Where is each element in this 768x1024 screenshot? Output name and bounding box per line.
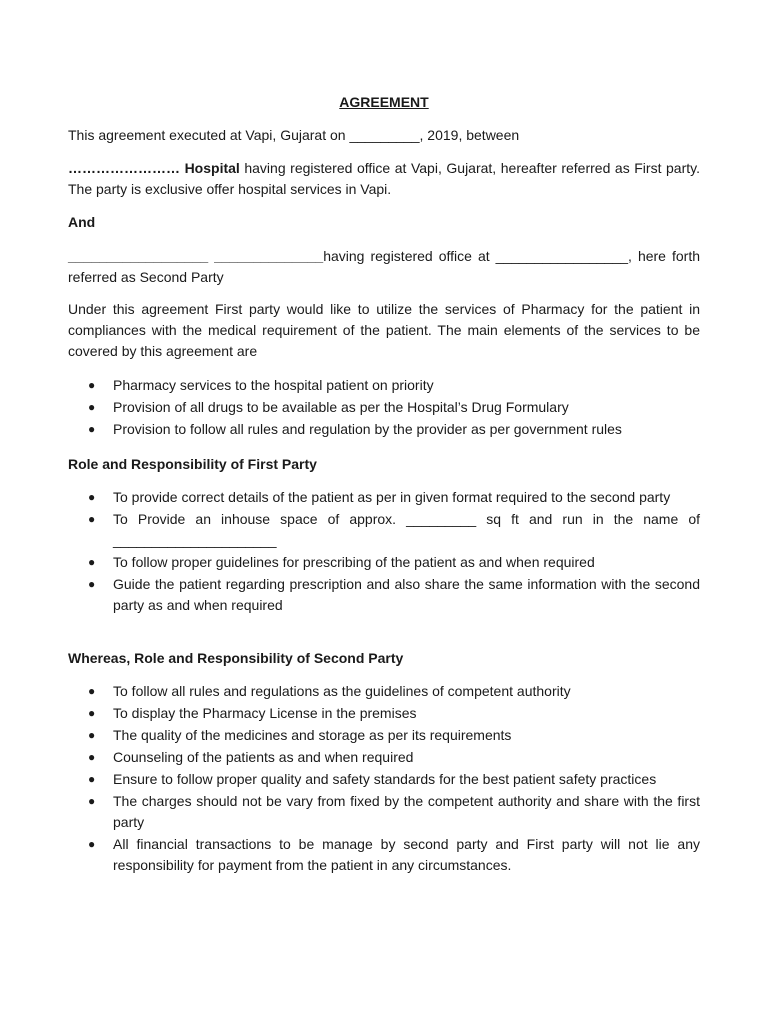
- scope-paragraph: Under this agreement First party would like to utilize the services of Pharmacy for the patient in compliances with the medical requirement of the patient. The main elements of the services to be covered by this agreement are: [68, 301, 700, 359]
- bullet-icon: ●: [88, 772, 96, 786]
- list-item: ● To follow all rules and regulations as the guidelines of competent authority: [68, 681, 700, 702]
- first-party-list: [68, 487, 700, 617]
- bullet-icon: ●: [88, 684, 96, 698]
- and-label: And: [68, 214, 96, 230]
- second-party-name-blank: __________________ ______________: [68, 248, 324, 264]
- bullet-icon: ●: [88, 555, 96, 569]
- second-party-paragraph: [68, 246, 700, 288]
- first-party-name-blank: ……………………: [68, 160, 180, 176]
- list-item: ● All financial transactions to be manage by second party and First party will not lie any responsibility for payment from the patient in any circumstances.: [88, 836, 700, 873]
- document-title: AGREEMENT: [339, 94, 429, 110]
- first-party-text: having registered office at Vapi, Gujarat, hereafter referred as First party. The party is exclusive offer hospital services in Vapi.: [68, 160, 700, 197]
- bullet-icon: ●: [88, 706, 96, 720]
- list-item: ● Provision of all drugs to be available as per the Hospital’s Drug Formulary: [68, 397, 700, 418]
- list-item: ● Counseling of the patients as and when required: [68, 747, 700, 768]
- bullet-icon: ●: [88, 378, 96, 392]
- first-party-name: Hospital: [184, 160, 240, 176]
- bullet-icon: ●: [88, 422, 96, 436]
- list-item: ● To follow proper guidelines for prescribing of the patient as and when required: [68, 552, 700, 573]
- bullet-icon: ●: [88, 577, 96, 591]
- second-party-heading: Whereas, Role and Responsibility of Second Party: [68, 650, 404, 666]
- list-item: ● The charges should not be vary from fixed by the competent authority and share with the first party: [88, 793, 700, 830]
- list-item: ● To provide correct details of the patient as per in given format required to the second party: [68, 487, 700, 508]
- first-party-paragraph: [68, 158, 700, 200]
- second-party-text: having registered office at _________________, here forth referred as Second Party: [68, 248, 700, 285]
- list-item: ● The quality of the medicines and storage as per its requirements: [68, 725, 700, 746]
- bullet-icon: ●: [88, 794, 96, 808]
- bullet-icon: ●: [88, 400, 96, 414]
- list-item: ● Provision to follow all rules and regulation by the provider as per government rules: [68, 419, 700, 440]
- list-item: ● To display the Pharmacy License in the premises: [68, 703, 700, 724]
- second-party-list: [68, 681, 700, 877]
- list-item: ● Pharmacy services to the hospital patient on priority: [68, 375, 700, 396]
- list-item: ● Ensure to follow proper quality and safety standards for the best patient safety practices: [68, 769, 700, 790]
- list-item: ● Guide the patient regarding prescription and also share the same information with the second party as and when required: [88, 576, 700, 613]
- bullet-icon: ●: [88, 728, 96, 742]
- bullet-icon: ●: [88, 837, 96, 851]
- intro-paragraph: This agreement executed at Vapi, Gujarat on _________, 2019, between: [68, 127, 520, 143]
- first-party-heading: Role and Responsibility of First Party: [68, 456, 317, 472]
- bullet-icon: ●: [88, 512, 96, 526]
- bullet-icon: ●: [88, 750, 96, 764]
- scope-list: [68, 375, 700, 441]
- list-item: ● To Provide an inhouse space of approx. _________ sq ft and run in the name of _____________________: [88, 511, 700, 548]
- bullet-icon: ●: [88, 490, 96, 504]
